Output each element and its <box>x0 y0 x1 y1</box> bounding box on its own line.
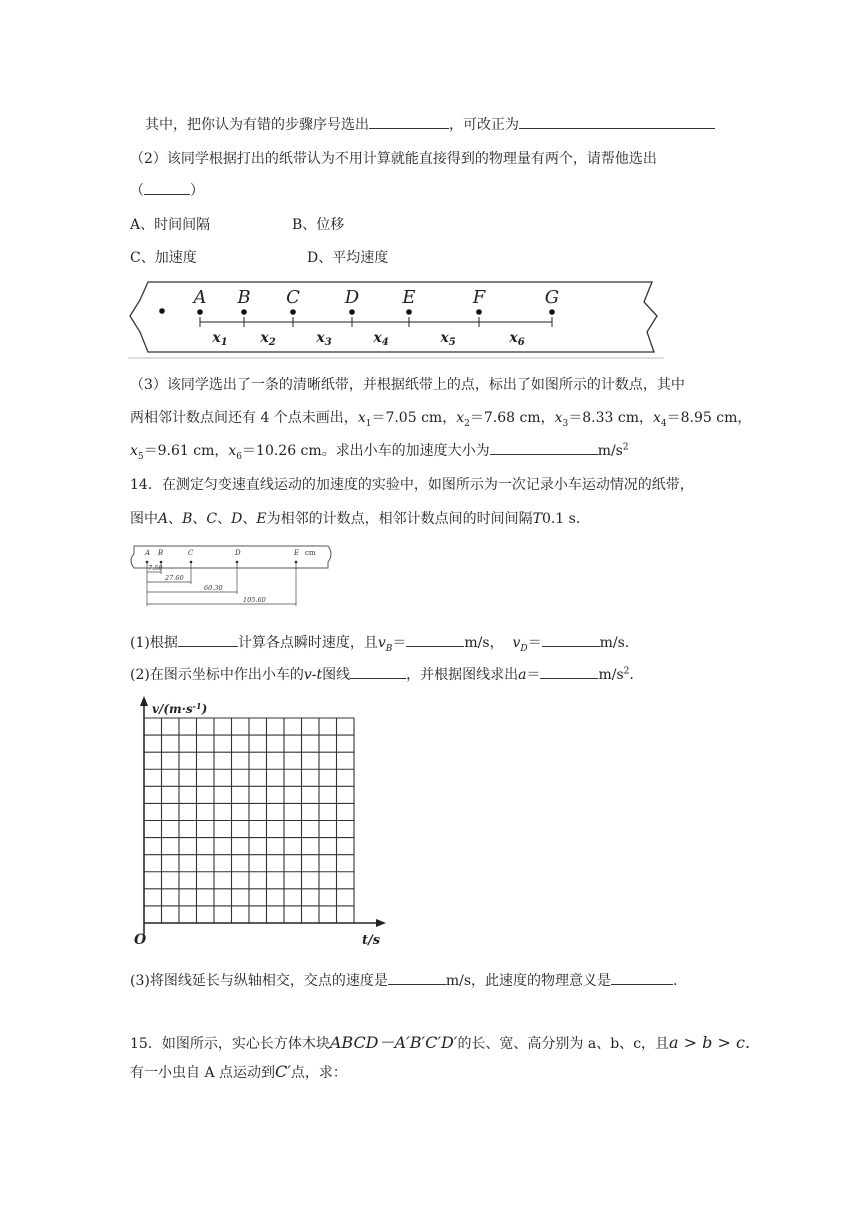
svg-text:D: D <box>235 549 241 557</box>
answer-blank[interactable] <box>144 180 190 195</box>
tape-point-label: B <box>237 287 251 308</box>
tape-dot <box>476 309 482 315</box>
ticker-tape-2-figure <box>128 544 336 610</box>
answer-blank[interactable] <box>490 440 598 455</box>
q14-part3: (3)将图线延长与纵轴相交，交点的速度是 m/s，此速度的物理意义是 . <box>130 970 677 990</box>
option-d: D、平均速度 <box>307 250 389 266</box>
q13-part3-line1: （3）该同学选出了一条的清晰纸带，并根据纸带上的点，标出了如图所示的计数点，其中 <box>130 377 685 393</box>
answer-blank[interactable] <box>350 664 406 679</box>
x-axis-label: t/s <box>362 933 381 948</box>
svg-text:27.60: 27.60 <box>165 574 184 582</box>
svg-text:7.50: 7.50 <box>148 564 163 572</box>
tape-point-label: C <box>286 287 300 308</box>
option-c: C、加速度 <box>130 250 197 266</box>
svg-text:C: C <box>188 549 194 557</box>
q14-line2: 图中A、B、C、D、E为相邻的计数点，相邻计数点间的时间间隔T0.1 s. <box>130 511 581 527</box>
tape-dot <box>159 308 165 314</box>
q13-part3-line2: 两相邻计数点间还有 4 个点未画出，$x_1=7.05$ cm，$x_2=7.68$ cm，$x_3=8.33$ cm，$x_4=8.95$ cm， <box>130 410 752 429</box>
q13-step-line: 其中，把你认为有错的步骤序号选出 ，可改正为 <box>145 114 715 134</box>
tape-dot <box>290 309 296 315</box>
q15-line1: 15．如图所示，实心长方体木块ABCD－A′B′C′D′的长、宽、高分别为 a、b、c，且a > b > c. <box>130 1033 751 1052</box>
q13-part2-paren: （ ） <box>130 180 204 200</box>
svg-text:cm: cm <box>305 549 316 557</box>
option-b: B、位移 <box>292 217 345 233</box>
tape-point-label: D <box>344 287 360 308</box>
tape-dot <box>406 309 412 315</box>
answer-blank[interactable] <box>406 632 464 647</box>
origin-label: O <box>134 932 147 948</box>
answer-blank[interactable] <box>611 970 673 985</box>
svg-text:A: A <box>145 549 151 557</box>
answer-blank[interactable] <box>388 970 446 985</box>
svg-text:B: B <box>158 549 164 557</box>
tape-dot <box>549 309 555 315</box>
answer-blank[interactable] <box>542 632 600 647</box>
segment-label: $x_2$ <box>260 330 276 348</box>
segment-label: $x_1$ <box>212 330 228 348</box>
tape-point-label: F <box>472 287 486 308</box>
q14-line1: 14．在测定匀变速直线运动的加速度的实验中，如图所示为一次记录小车运动情况的纸带， <box>130 477 694 493</box>
segment-label: $x_3$ <box>316 330 332 348</box>
q15-line2: 有一小虫自 A 点运动到C′点，求： <box>130 1062 347 1081</box>
svg-text:60.30: 60.30 <box>204 584 223 592</box>
ticker-tape-figure <box>124 276 666 360</box>
answer-blank[interactable] <box>519 114 715 129</box>
tape-point-label: G <box>544 287 560 308</box>
tape-point-label: A <box>193 287 207 308</box>
tape-dot <box>241 309 247 315</box>
q13-part3-line3: $x_5=9.61$ cm，$x_6=10.26$ cm。求出小车的加速度大小为 $m/s^2$ <box>130 440 629 462</box>
vt-grid <box>128 694 390 950</box>
tape-dot <box>349 309 355 315</box>
answer-blank[interactable] <box>369 114 449 129</box>
q14-part2: (2)在图示坐标中作出小车的v-t图线 ，并根据图线求出$a= m/s^2$. <box>130 664 634 684</box>
q13-part2-text: （2）该同学根据打出的纸带认为不用计算就能直接得到的物理量有两个，请帮他选出 <box>130 151 657 167</box>
svg-text:E: E <box>294 549 300 557</box>
answer-blank[interactable] <box>540 664 598 679</box>
y-axis-label: $v/(m\cdot s^{-1})$ <box>152 701 208 716</box>
option-a: A、时间间隔 <box>130 217 211 233</box>
segment-label: $x_5$ <box>440 330 456 348</box>
tape-dot <box>197 309 203 315</box>
segment-label: $x_6$ <box>509 330 525 348</box>
q14-part1: (1)根据 计算各点瞬时速度，且$v_B= m/s$， $v_D= m/s$. <box>130 632 629 654</box>
segment-label: $x_4$ <box>373 330 389 348</box>
answer-blank[interactable] <box>178 632 238 647</box>
svg-text:105.60: 105.60 <box>243 596 266 604</box>
tape-point-label: E <box>402 287 416 308</box>
